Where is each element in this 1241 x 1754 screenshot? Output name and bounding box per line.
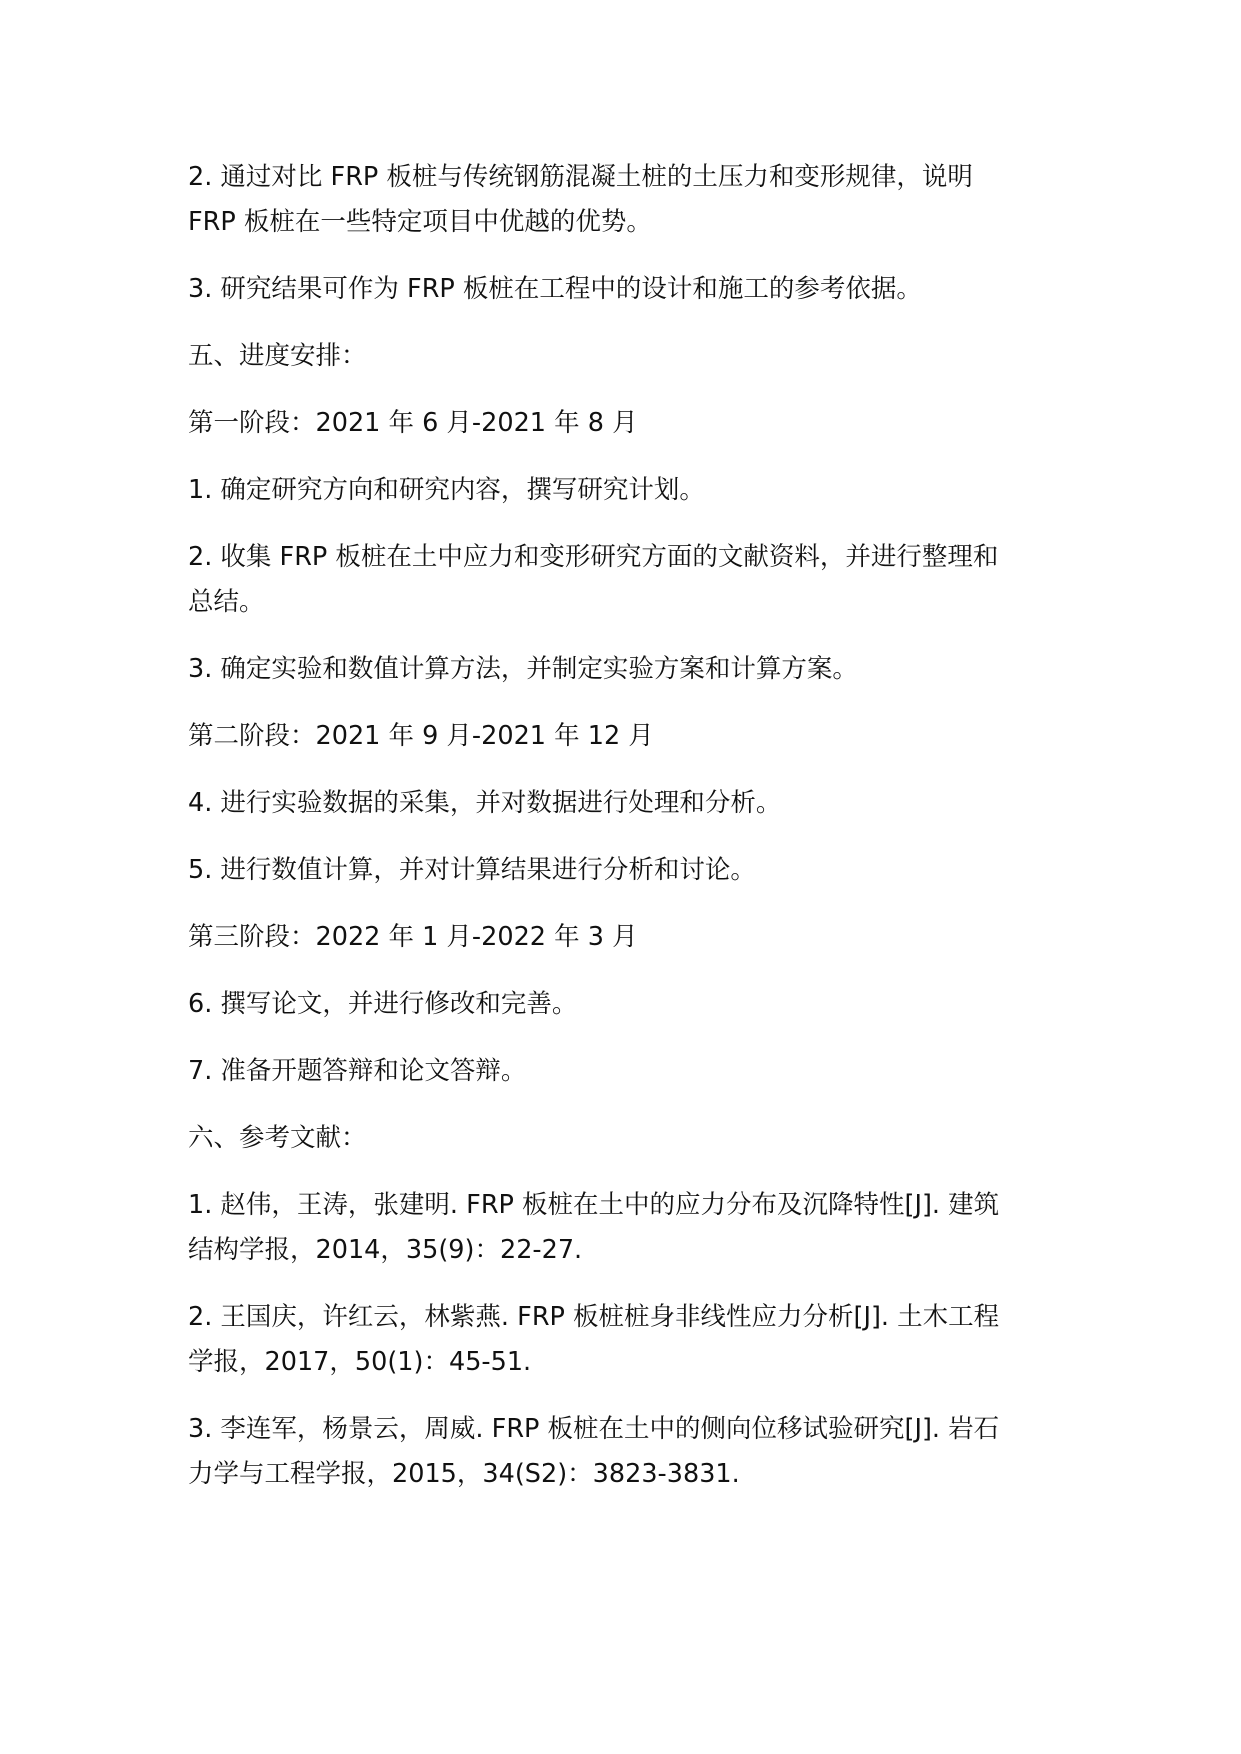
paragraph-conclusion-2 [188,155,1068,245]
text-line: 5. 进行数值计算，并对计算结果进行分析和讨论。 [188,855,756,885]
text-line: 六、参考文献： [188,1123,367,1153]
text-line: 2. 王国庆，许红云，林紫燕. FRP 板桩桩身非线性应力分析[J]. 土木工程 [188,1302,1000,1332]
paragraph-conclusion-3 [188,267,1068,312]
text-line: 3. 李连军，杨景云，周威. FRP 板桩在土中的侧向位移试验研究[J]. 岩石 [188,1414,1000,1444]
section-heading-schedule [188,334,1068,379]
text-line: 1. 确定研究方向和研究内容，撰写研究计划。 [188,475,705,505]
text-line: 第三阶段：2022 年 1 月-2022 年 3 月 [188,922,638,952]
schedule-item-6 [188,982,1068,1027]
schedule-item-3 [188,647,1068,692]
text-line: 1. 赵伟，王涛，张建明. FRP 板桩在土中的应力分布及沉降特性[J]. 建筑 [188,1190,1000,1220]
text-line: 2. 收集 FRP 板桩在土中应力和变形研究方面的文献资料，并进行整理和 [188,542,999,572]
phase-heading-1 [188,401,1068,446]
text-line: FRP 板桩在一些特定项目中优越的优势。 [188,207,652,237]
text-line: 2. 通过对比 FRP 板桩与传统钢筋混凝土桩的土压力和变形规律，说明 [188,162,973,192]
text-line: 7. 准备开题答辩和论文答辩。 [188,1056,527,1086]
schedule-item-7 [188,1049,1068,1094]
text-line: 结构学报，2014，35(9)：22-27. [188,1235,583,1265]
text-line: 学报，2017，50(1)：45-51. [188,1347,532,1377]
schedule-item-1 [188,468,1068,513]
text-line: 3. 研究结果可作为 FRP 板桩在工程中的设计和施工的参考依据。 [188,274,922,304]
text-line: 3. 确定实验和数值计算方法，并制定实验方案和计算方案。 [188,654,858,684]
phase-heading-2 [188,714,1068,759]
reference-item-3 [188,1407,1068,1497]
text-line: 第一阶段：2021 年 6 月-2021 年 8 月 [188,408,638,438]
text-line: 总结。 [188,587,265,617]
text-line: 第二阶段：2021 年 9 月-2021 年 12 月 [188,721,654,751]
schedule-item-5 [188,848,1068,893]
document-body [188,155,1068,1519]
text-line: 力学与工程学报，2015，34(S2)：3823-3831. [188,1459,740,1489]
reference-item-2 [188,1295,1068,1385]
text-line: 4. 进行实验数据的采集，并对数据进行处理和分析。 [188,788,782,818]
text-line: 6. 撰写论文，并进行修改和完善。 [188,989,578,1019]
section-heading-references [188,1116,1068,1161]
schedule-item-2 [188,535,1068,625]
reference-item-1 [188,1183,1068,1273]
phase-heading-3 [188,915,1068,960]
schedule-item-4 [188,781,1068,826]
text-line: 五、进度安排： [188,341,367,371]
